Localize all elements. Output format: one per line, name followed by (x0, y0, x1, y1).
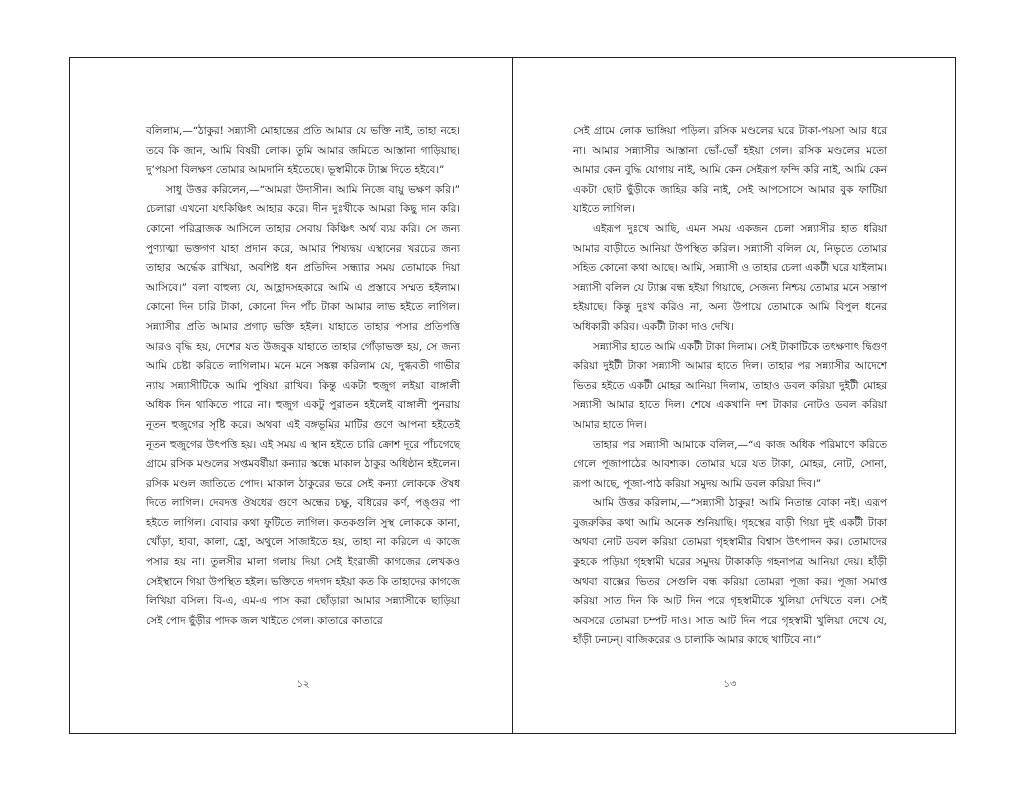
right-paragraph-3: সন্ন্যাসীর হাতে আমি একটী টাকা দিলাম। সেই টাকাটিকে তৎক্ষণাৎ দ্বিগুণ করিয়া দুইটী টাকা সন্ন্যাসী আমার হাতে দিল। তাহার পর সন্ন্যাসীর আদেশে ভিতর হইতে একটী মোহর আনিয়া দিলাম, তাহাও ডবল করিয়া দুইটী মোহর সন্ন্যাসী আমার হাতে দিল। শেষে একখানি দশ টাকার নোটও ডবল করিয়া আমার হাতে দিল। (573, 340, 887, 431)
right-page (573, 122, 887, 651)
right-page-number: ১৩ (723, 679, 737, 690)
right-paragraph-4: তাহার পর সন্ন্যাসী আমাকে বলিল,—“এ কাজ অধিক পরিমাণে করিতে গেলে পূজাপাঠের আবশ্যক। তোমার ঘরে যত টাকা, মোহর, নোট, সোনা, রূপা আছে, পূজা-পাঠ করিয়া সমুদয় আমি ডবল করিয়া দিব।” (573, 438, 887, 490)
left-paragraph-1: বলিলাম,—“ঠাকুর! সন্ন্যাসী মোহান্তের প্রতি আমার যে ভক্তি নাই, তাহা নহে। তবে কি জান, আমি বিষয়ী লোক। তুমি আমার জমিতে আস্তানা গাড়িয়াছ। দু’পয়সা বিলক্ষণ তোমার আমদানি হইতেছে। ভূস্বামীকে ট্যাক্স দিতে হইবে।” (146, 125, 460, 177)
page-gutter (512, 58, 513, 733)
left-paragraph-2: সাধু উত্তর করিলেন,—“আমরা উদাসীন। আমি নিজে বায়ু ভক্ষণ করি।” চেলারা এখনো যৎকিঞ্চিৎ আহার করে। দীন দুঃখীকে আমরা কিছু দান করি। কোনো পরিব্রাজক আসিলে তাহার সেবায় কিঞ্চিৎ অর্থ ব্যয় করি। সে জন্য পুণ্যাত্মা ভক্তগণ যাহা প্রদান করে, আমার শিষ্যদ্বয় এস্থানের খরচের জন্য তাহার অর্দ্ধেক রাখিয়া, অবশিষ্ট ধন প্রতিদিন সন্ধ্যার সময় তোমাকে দিয়া আসিবে।” বলা বাহুল্য যে, আহ্লাদসহকারে আমি এ প্রস্তাবে সম্মত হইলাম। কোনো দিন চারি টাকা, কোনো দিন পাঁচ টাকা আমার লাভ হইতে লাগিল। সন্ন্যাসীর প্রতি আমার প্রগাঢ় ভক্তি হইল। যাহাতে তাহার পসার প্রতিপত্তি আরও বৃদ্ধি হয়, দেশের যত উজবুক যাহাতে তাহার গোঁড়াভক্ত হয়, সে জন্য আমি চেষ্টা করিতে লাগিলাম। মনে মনে সঙ্কল্প করিলাম যে, দুগ্ধবতী গাভীর ন্যায় সন্ন্যাসীটিকে আমি পুষিয়া রাখিব। কিন্তু একটা হুজুগ লইয়া বাঙ্গালী অধিক দিন থাকিতে পারে না। হুজুগ একটু পুরাতন হইলেই বাঙ্গালী পুনরায় নূতন হুজুগের সৃষ্টি করে। অথবা এই বঙ্গভূমির মাটির গুণে আপনা হইতেই নূতন হুজুগের উৎপত্তি হয়। এই সময় এ স্থান হইতে চারি ক্রোশ দূরে পাঁচগেছে গ্রামে রসিক মণ্ডলের সপ্তমবর্ষীয়া কন্যার স্কন্ধে মাকাল ঠাকুর অধিষ্ঠান হইলেন। রসিক মণ্ডল জাতিতে পোদ। মাকাল ঠাকুরের ভরে সেই কন্যা লোককে ঔষধ দিতে লাগিল। দেবদত্ত ঔষধের গুণে অন্ধের চক্ষু, বধিরের কর্ণ, পঙ্গুর পা হইতে লাগিল। বোবার কথা ফুটিতে লাগিল। কতকগুলি সুস্থ লোককে কানা, খোঁড়া, হাবা, কালা, হ্রো, অথুলে সাজাইতে হয়, তাহা না করিলে এ কাজে পসার হয় না। তুলসীর মালা গলায় দিয়া সেই ইংরাজী কাগজের লেখকও সেইস্থানে গিয়া উপস্থিত হইল। ভক্তিতে গদগদ হইয়া কত কি তাহাদের কাগজে লিখিয়া বসিল। বি-এ, এম-এ পাস করা ছোঁড়ারা আমার সন্ন্যাসীকে ছাড়িয়া সেই পোদ ছুঁড়ীর পাদক জল খাইতে গেল। কাতারে কাতারে (146, 183, 460, 627)
right-paragraph-5: আমি উত্তর করিলাম,—“সন্ন্যাসী ঠাকুর! আমি নিতান্ত বোকা নই। এরূপ বুজরুকির কথা আমি অনেক শুনিয়াছি। গৃহস্থের বাড়ী গিয়া দুই একটী টাকা অথবা নোট ডবল করিয়া তোমরা গৃহস্বামীর বিশ্বাস উৎপাদন কর। তোমাদের কুহকে পড়িয়া গৃহস্বামী ঘরের সমুদয় টাকাকড়ি গহনাপত্র আনিয়া দেয়। হাঁড়ী অথবা বাক্সের ভিতর সেগুলি বন্ধ করিয়া তোমরা পূজা কর। পূজা সমাপ্ত করিয়া সাত দিন কি আট দিন পরে গৃহস্বামীকে খুলিয়া দেখিতে বল। সেই অবসরে তোমরা চম্পট দাও। সাত আট দিন পরে গৃহস্বামী খুলিয়া দেখে যে, হাঁড়ী ঢনঢন্। বাজিকরের ও চালাকি আমার কাছে খাটিবে না।” (573, 497, 887, 647)
right-paragraph-2: এইরূপ দুঃখে আছি, এমন সময় একজন চেলা সন্ন্যাসীর হাত ধরিয়া আমার বাড়ীতে আনিয়া উপস্থিত করিল। সন্ন্যাসী বলিল যে, নিভৃতে তোমার সহিত কোনো কথা আছে। আমি, সন্ন্যাসী ও তাহার চেলা একটী ঘরে যাইলাম। সন্ন্যাসী বলিল যে ট্যাক্স বন্ধ হইয়া গিয়াছে, সেজন্য নিশ্চয় তোমার মনে সন্তাপ হইয়াছে। কিন্তু দুঃখ করিও না, অন্য উপায়ে তোমাকে আমি বিপুল ধনের অধিকারী করিব। একটী টাকা দাও দেখি। (573, 222, 887, 333)
book-spread (69, 57, 956, 734)
left-page (146, 122, 460, 631)
left-page-number: ১২ (296, 679, 310, 690)
right-paragraph-1: সেই গ্রামে লোক ভাঙ্গিয়া পড়িল। রসিক মণ্ডলের ঘরে টাকা-পয়সা আর ধরে না। আমার সন্ন্যাসীর আস্তানা ভোঁ-ভোঁ হইয়া গেল। রসিক মণ্ডলের মতো আমার কেন বুদ্ধি যোগায় নাই, আমি কেন সেইরূপ ফন্দি করি নাই, আমি কেন একটা ছোট ছুঁড়ীকে জাহির করি নাই, সেই আপসোসে আমার বুক ফাটিয়া যাইতে লাগিল। (573, 125, 887, 216)
